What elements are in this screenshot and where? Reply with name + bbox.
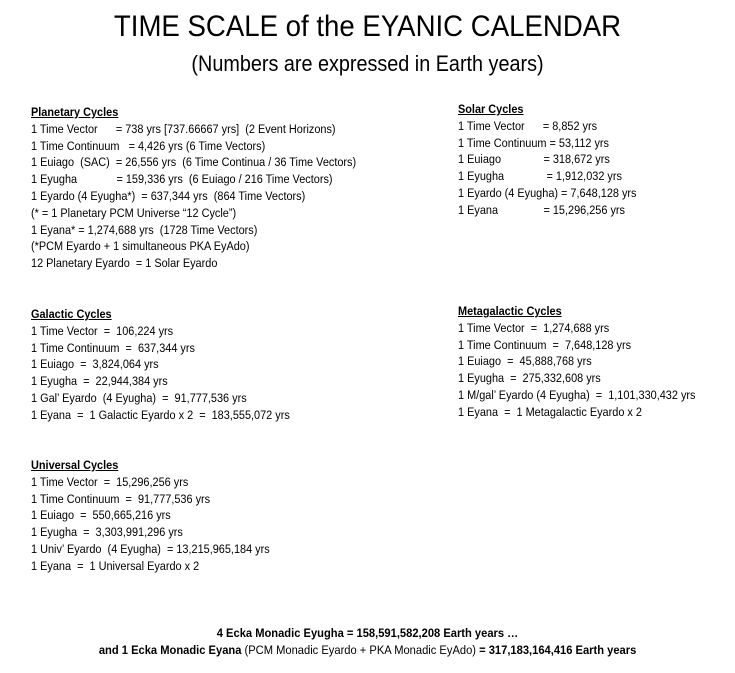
section-heading: Planetary Cycles	[31, 105, 119, 119]
cycle-line: 1 Euiago = 550,665,216 yrs	[31, 508, 171, 523]
cycle-line: (* = 1 Planetary PCM Universe “12 Cycle”)	[31, 205, 237, 220]
cycle-line: 1 Time Vector = 8,852 yrs	[458, 118, 598, 133]
cycle-line: 1 Eyugha = 159,336 yrs (6 Euiago / 216 Time Vectors)	[31, 172, 333, 187]
footer-line-2-middle: (PCM Monadic Eyardo + PKA Monadic EyAdo)	[241, 643, 480, 657]
cycle-line: 1 Time Continuum = 637,344 yrs	[31, 340, 195, 355]
section-heading: Galactic Cycles	[31, 307, 112, 321]
footer-line-1-text: 4 Ecka Monadic Eyugha = 158,591,582,208 Earth years …	[216, 626, 519, 640]
cycle-line: 12 Planetary Eyardo = 1 Solar Eyardo	[31, 256, 218, 271]
cycle-line: 1 Time Vector = 738 yrs [737.66667 yrs] (2 Event Horizons)	[31, 121, 336, 136]
cycle-line: 1 Euiago = 45,888,768 yrs	[458, 354, 592, 369]
cycle-line: 1 Eyugha = 22,944,384 yrs	[31, 374, 168, 389]
cycle-line: 1 Time Continuum = 91,777,536 yrs	[31, 491, 211, 506]
cycle-line: 1 Time Continuum = 53,112 yrs	[458, 135, 610, 150]
cycle-line: 1 Eyugha = 3,303,991,296 yrs	[31, 525, 183, 540]
cycle-line: 1 Eyana = 1 Galactic Eyardo x 2 = 183,555,072 yrs	[31, 407, 290, 422]
cycle-line: 1 Euiago (SAC) = 26,556 yrs (6 Time Continua / 36 Time Vectors)	[31, 155, 357, 170]
cycle-line: 1 Eyardo (4 Eyugha*) = 637,344 yrs (864 Time Vectors)	[31, 188, 306, 203]
cycle-line: 1 Eyana* = 1,274,688 yrs (1728 Time Vectors)	[31, 222, 258, 237]
cycle-line: 1 Euiago = 3,824,064 yrs	[31, 357, 159, 372]
cycle-line: 1 Univ’ Eyardo (4 Eyugha) = 13,215,965,184 yrs	[31, 541, 270, 556]
footer-line-2-end: = 317,183,164,416 Earth years	[479, 643, 637, 657]
footer-line-1	[0, 625, 735, 642]
section-heading: Metagalactic Cycles	[458, 304, 562, 318]
page-title: TIME SCALE of the EYANIC CALENDAR	[113, 10, 622, 43]
cycle-line: 1 Eyana = 15,296,256 yrs	[458, 202, 625, 217]
cycle-line: 1 Eyana = 1 Metagalactic Eyardo x 2	[458, 404, 642, 419]
footer-line-2-start: and 1 Ecka Monadic Eyana	[98, 643, 242, 657]
cycle-line: 1 Euiago = 318,672 yrs	[458, 152, 610, 167]
universal-cycles-section	[31, 457, 270, 575]
cycle-line: 1 Eyugha = 1,912,032 yrs	[458, 169, 622, 184]
cycle-line: 1 M/gal’ Eyardo (4 Eyugha) = 1,101,330,432 yrs	[458, 387, 696, 402]
cycle-line: 1 Time Vector = 106,224 yrs	[31, 323, 174, 338]
cycle-line: 1 Gal’ Eyardo (4 Eyugha) = 91,777,536 yrs	[31, 390, 247, 405]
cycle-line: 1 Time Vector = 15,296,256 yrs	[31, 474, 189, 489]
section-heading: Universal Cycles	[31, 458, 119, 472]
section-heading: Solar Cycles	[458, 102, 524, 116]
page-subtitle: (Numbers are expressed in Earth years)	[191, 51, 544, 76]
metagalactic-cycles-section	[458, 303, 696, 421]
galactic-cycles-section	[31, 306, 290, 424]
cycle-line: 1 Time Continuum = 7,648,128 yrs	[458, 337, 632, 352]
cycle-line: 1 Eyana = 1 Universal Eyardo x 2	[31, 558, 200, 573]
solar-cycles-section	[458, 101, 637, 219]
cycle-line: 1 Eyugha = 275,332,608 yrs	[458, 371, 601, 386]
cycle-line: (*PCM Eyardo + 1 simultaneous PKA EyAdo)	[31, 239, 250, 254]
cycle-line: 1 Time Vector = 1,274,688 yrs	[458, 320, 610, 335]
footer-line-2	[0, 642, 735, 659]
planetary-cycles-section	[31, 104, 356, 272]
cycle-line: 1 Time Continuum = 4,426 yrs (6 Time Vectors)	[31, 138, 266, 153]
cycle-line: 1 Eyardo (4 Eyugha) = 7,648,128 yrs	[458, 185, 637, 200]
